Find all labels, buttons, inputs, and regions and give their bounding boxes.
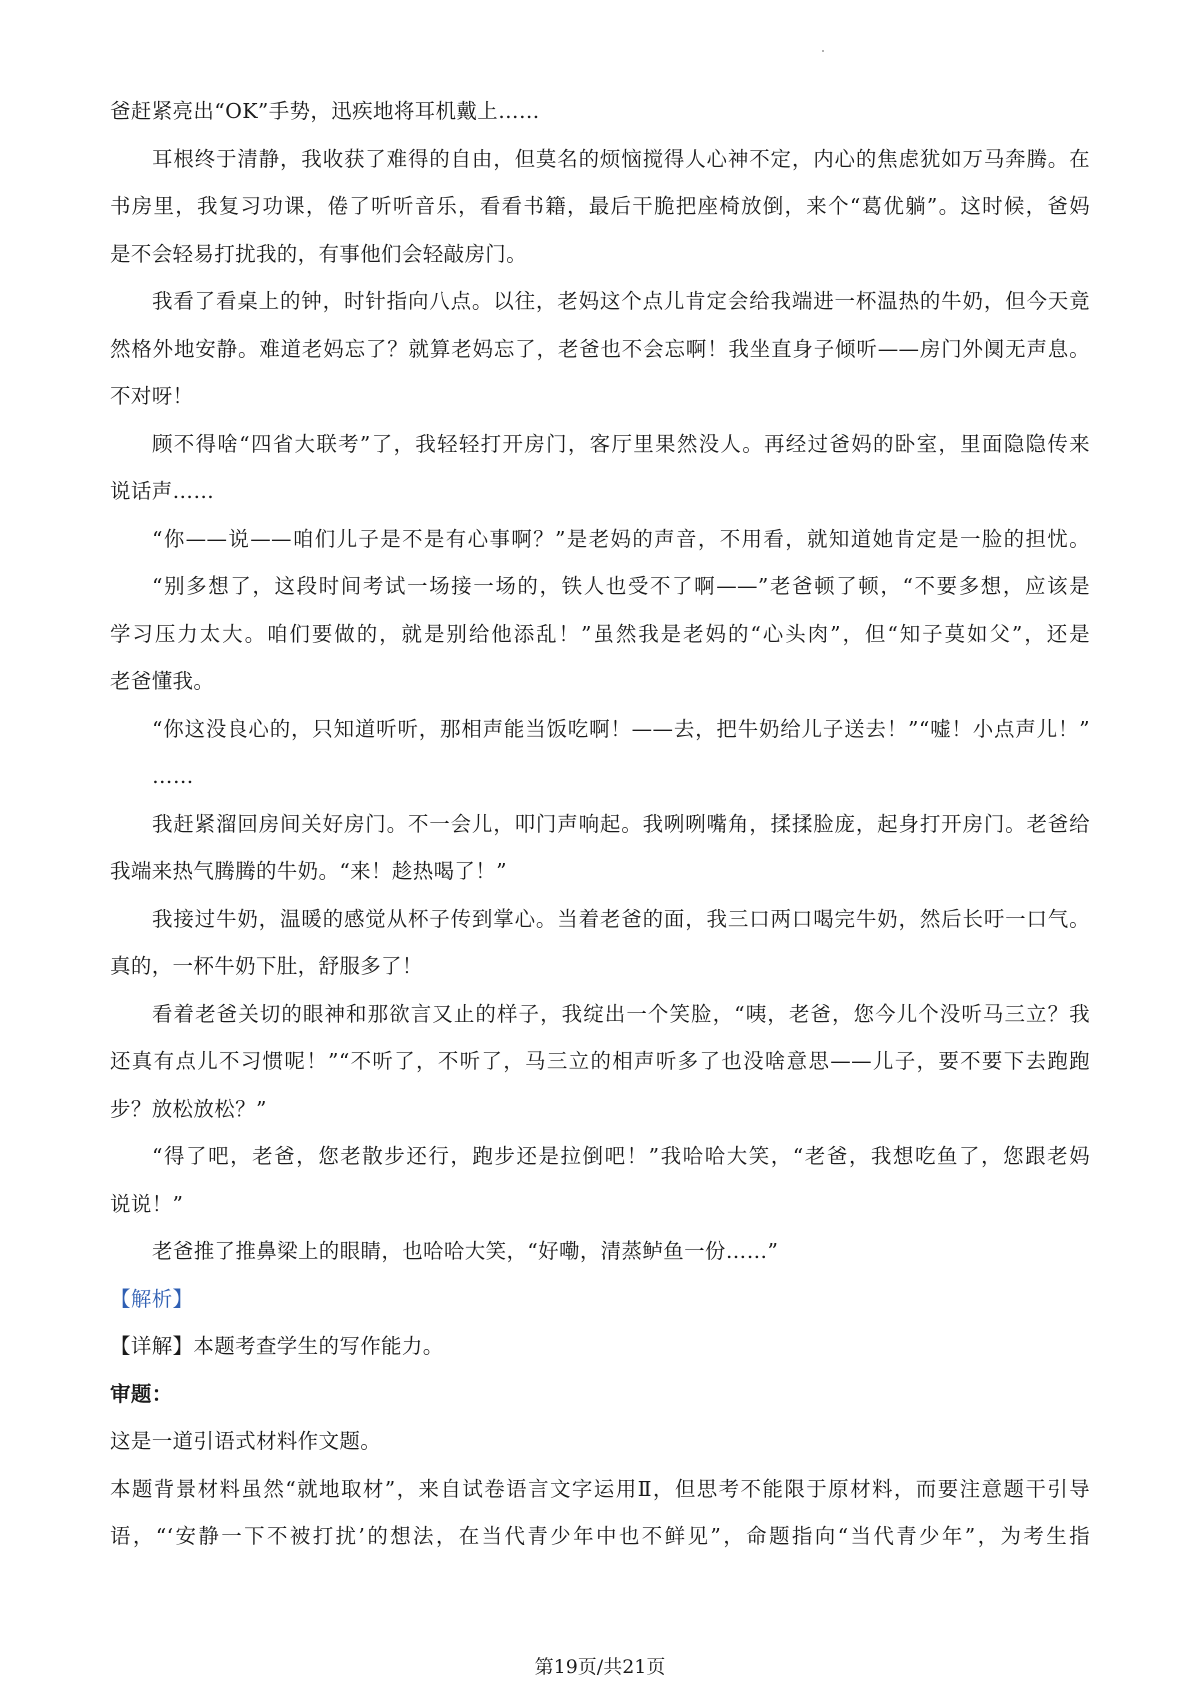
text-line: 说话声…… — [110, 479, 215, 503]
section-heading: 审题： — [110, 1381, 173, 1406]
text-line: “你——说——咱们儿子是不是有心事啊？”是老妈的声音，不用看，就知道她肯定是一脸的担忧。 — [152, 526, 1090, 551]
text-line: “别多想了，这段时间考试一场接一场的，铁人也受不了啊——”老爸顿了顿，“不要多想，应该是 — [152, 574, 1090, 598]
text-line: 学习压力太大。咱们要做的，就是别给他添乱！”虽然我是老妈的“心头肉”，但“知子莫如父”，还是 — [110, 621, 1090, 646]
scan-dot — [822, 50, 824, 52]
text-line: 我端来热气腾腾的牛奶。“来！趁热喝了！” — [110, 859, 507, 883]
text-line: 耳根终于清静，我收获了难得的自由，但莫名的烦恼搅得人心神不定，内心的焦虑犹如万马奔腾。在 — [152, 146, 1090, 171]
text-line: 老爸懂我。 — [110, 669, 215, 693]
text-line: 我赶紧溜回房间关好房门。不一会儿，叩门声响起。我咧咧嘴角，揉揉脸庞，起身打开房门。老爸给 — [152, 811, 1090, 836]
text-line: 我看了看桌上的钟，时针指向八点。以往，老妈这个点儿肯定会给我端进一杯温热的牛奶，但今天竟 — [152, 289, 1090, 313]
text-line: 步？放松放松？” — [110, 1096, 267, 1121]
text-line: 是不会轻易打扰我的，有事他们会轻敲房门。 — [110, 241, 527, 266]
text-line: 还真有点儿不习惯呢！”“不听了，不听了，马三立的相声听多了也没啥意思——儿子，要不要下去跑跑 — [110, 1049, 1090, 1073]
text-line: 本题背景材料虽然“就地取材”，来自试卷语言文字运用Ⅱ，但思考不能限于原材料，而要注意题干引导 — [110, 1476, 1090, 1501]
text-line: 书房里，我复习功课，倦了听听音乐，看看书籍，最后干脆把座椅放倒，来个“葛优躺”。这时候，爸妈 — [110, 194, 1090, 218]
text-line: …… — [152, 764, 194, 788]
text-line: “你这没良心的，只知道听听，那相声能当饭吃啊！——去，把牛奶给儿子送去！”“嘘！小点声儿！” — [152, 716, 1090, 741]
text-line: “得了吧，老爸，您老散步还行，跑步还是拉倒吧！”我哈哈大笑，“老爸，我想吃鱼了，您跟老妈 — [152, 1144, 1090, 1168]
text-line: 然格外地安静。难道老妈忘了？就算老妈忘了，老爸也不会忘啊！我坐直身子倾听——房门外阒无声息。 — [110, 336, 1090, 361]
text-line: 说说！” — [110, 1191, 184, 1216]
text-line: 不对呀！ — [110, 384, 194, 408]
text-line: 真的，一杯牛奶下肚，舒服多了！ — [110, 954, 423, 978]
text-line: 语，“‘安静一下不被打扰’的想法，在当代青少年中也不鲜见”，命题指向“当代青少年”，为考生指 — [110, 1524, 1090, 1548]
page-footer: 第19页/共21页 — [534, 1656, 666, 1678]
section-label-analysis: 【解析】 — [110, 1286, 194, 1311]
text-line: 老爸推了推鼻梁上的眼睛，也哈哈大笑，“好嘞，清蒸鲈鱼一份……” — [152, 1239, 779, 1263]
document-body — [110, 88, 1090, 1561]
text-line: 这是一道引语式材料作文题。 — [110, 1429, 382, 1453]
text-line: 我接过牛奶，温暖的感觉从杯子传到掌心。当着老爸的面，我三口两口喝完牛奶，然后长吁一口气。 — [152, 906, 1090, 931]
text-line: 顾不得啥“四省大联考”了，我轻轻打开房门，客厅里果然没人。再经过爸妈的卧室，里面隐隐传来 — [152, 431, 1090, 456]
text-line: 看着老爸关切的眼神和那欲言又止的样子，我绽出一个笑脸，“咦，老爸，您今儿个没听马三立？我 — [152, 1001, 1090, 1026]
text-line: 爸赶紧亮出“OK”手势，迅疾地将耳机戴上…… — [110, 99, 540, 123]
text-line: 【详解】本题考查学生的写作能力。 — [110, 1334, 444, 1358]
